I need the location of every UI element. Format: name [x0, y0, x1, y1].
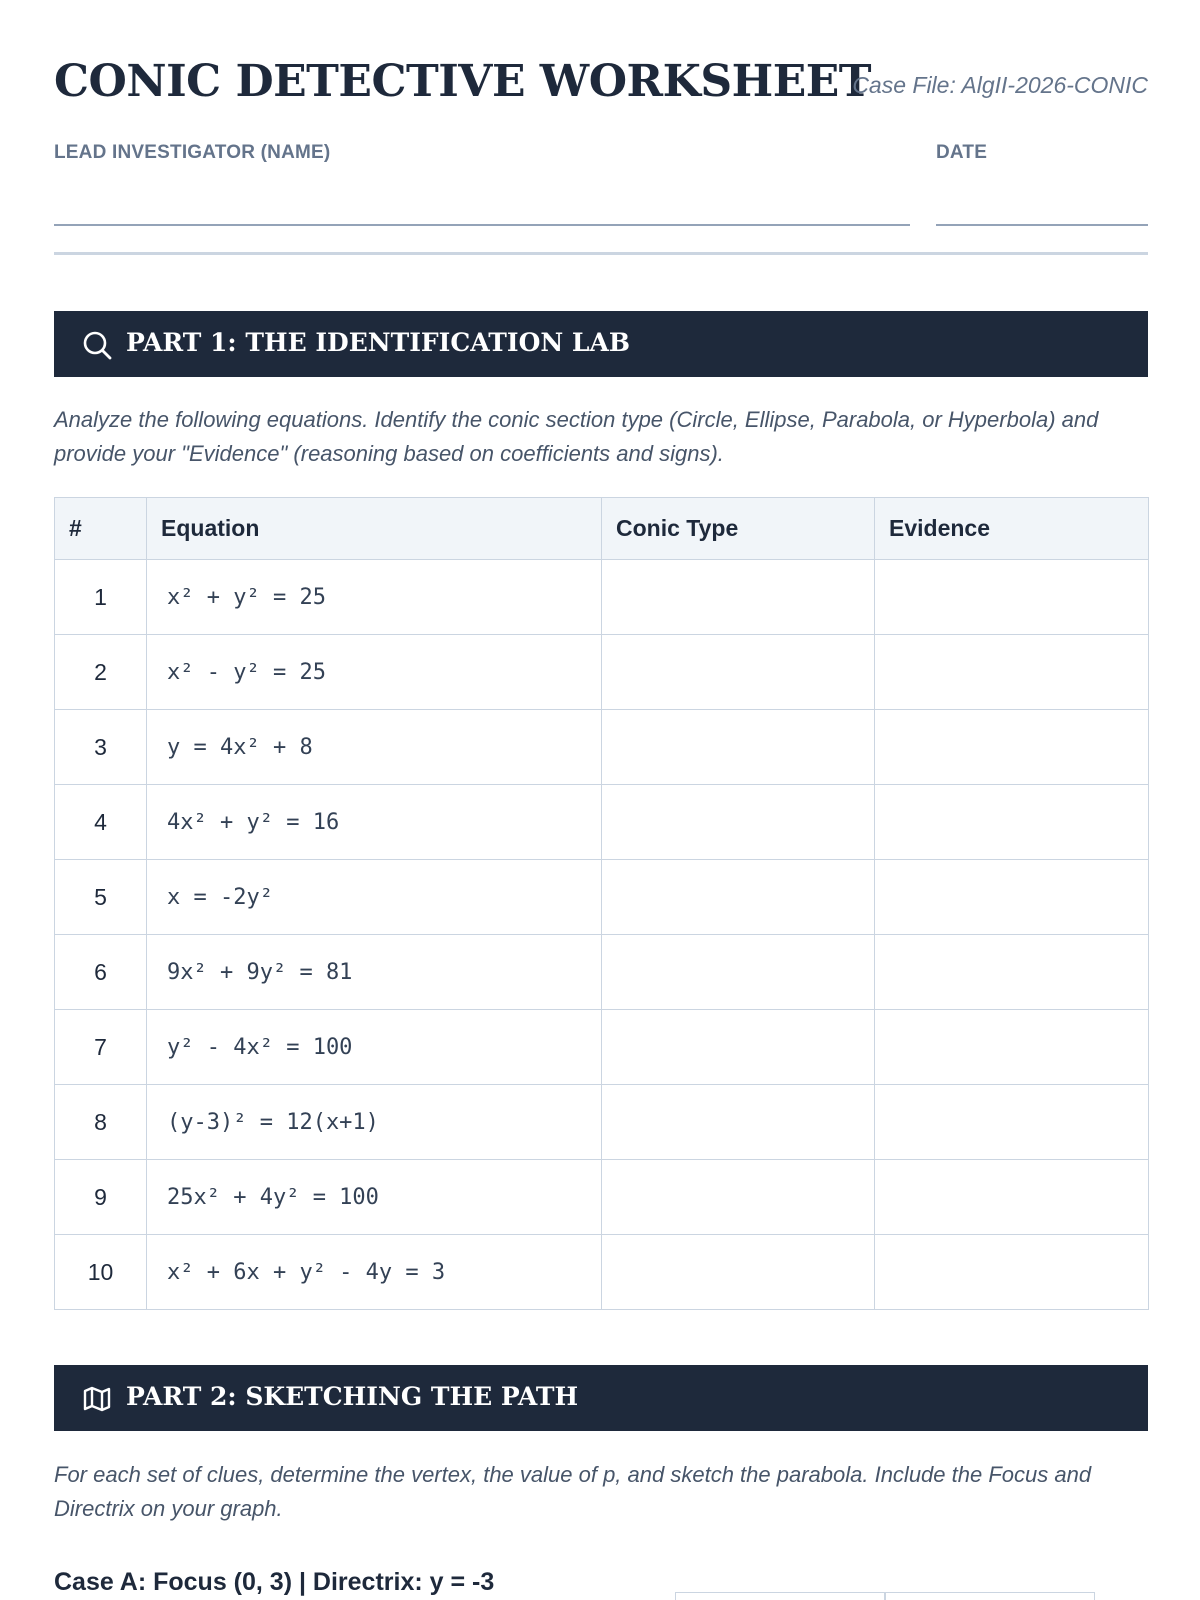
evidence-answer-cell[interactable] — [875, 785, 1149, 860]
evidence-answer-cell[interactable] — [875, 635, 1149, 710]
part1-title: PART 1: THE IDENTIFICATION LAB — [126, 328, 631, 357]
conic-type-answer-cell[interactable] — [602, 860, 875, 935]
row-number: 3 — [55, 710, 147, 785]
evidence-answer-cell[interactable] — [875, 1010, 1149, 1085]
equation-cell: 4x² + y² = 16 — [147, 785, 602, 860]
search-icon — [82, 330, 112, 360]
page-title: CONIC DETECTIVE WORKSHEET — [54, 56, 872, 107]
part2-header — [54, 1365, 1148, 1431]
column-header-number: # — [55, 498, 147, 560]
equation-cell: y = 4x² + 8 — [147, 710, 602, 785]
conic-type-answer-cell[interactable] — [602, 785, 875, 860]
equation-cell: y² - 4x² = 100 — [147, 1010, 602, 1085]
conic-type-answer-cell[interactable] — [602, 635, 875, 710]
row-number: 6 — [55, 935, 147, 1010]
table-row — [55, 860, 1149, 935]
evidence-answer-cell[interactable] — [875, 560, 1149, 635]
row-number: 9 — [55, 1160, 147, 1235]
graph-grid-box[interactable] — [675, 1592, 885, 1600]
table-row — [55, 635, 1149, 710]
table-row — [55, 1010, 1149, 1085]
part2-instructions: For each set of clues, determine the vertex, the value of p, and sketch the parabola. Include the Focus and Directrix on your graph. — [54, 1462, 1092, 1521]
row-number: 2 — [55, 635, 147, 710]
conic-type-answer-cell[interactable] — [602, 935, 875, 1010]
evidence-answer-cell[interactable] — [875, 860, 1149, 935]
equation-cell: x² + 6x + y² - 4y = 3 — [147, 1235, 602, 1310]
evidence-answer-cell[interactable] — [875, 1085, 1149, 1160]
equation-cell: x² + y² = 25 — [147, 560, 602, 635]
part2-title: PART 2: SKETCHING THE PATH — [126, 1382, 579, 1411]
conic-type-answer-cell[interactable] — [602, 1085, 875, 1160]
table-header-row — [55, 498, 1149, 560]
row-number: 4 — [55, 785, 147, 860]
equation-cell: x² - y² = 25 — [147, 635, 602, 710]
identification-table — [54, 497, 1149, 1310]
conic-type-answer-cell[interactable] — [602, 560, 875, 635]
header-divider — [54, 252, 1148, 255]
name-field-label: LEAD INVESTIGATOR (NAME) — [54, 142, 331, 163]
map-icon — [82, 1384, 112, 1414]
graph-grid-box[interactable] — [885, 1592, 1095, 1600]
equation-cell: x = -2y² — [147, 860, 602, 935]
table-row — [55, 710, 1149, 785]
evidence-answer-cell[interactable] — [875, 710, 1149, 785]
evidence-answer-cell[interactable] — [875, 935, 1149, 1010]
name-field-line[interactable] — [54, 224, 910, 226]
case-file-label: Case File: AlgII-2026-CONIC — [852, 72, 1148, 98]
conic-type-answer-cell[interactable] — [602, 1235, 875, 1310]
column-header-evidence: Evidence — [875, 498, 1149, 560]
conic-type-answer-cell[interactable] — [602, 1010, 875, 1085]
table-row — [55, 1160, 1149, 1235]
date-field-line[interactable] — [936, 224, 1148, 226]
row-number: 10 — [55, 1235, 147, 1310]
table-row — [55, 935, 1149, 1010]
part1-header — [54, 311, 1148, 377]
part1-instructions: Analyze the following equations. Identify the conic section type (Circle, Ellipse, Parabola, or Hyperbola) and provide your "Evidence" (reasoning based on coefficients and signs). — [54, 407, 1099, 466]
table-row — [55, 1085, 1149, 1160]
column-header-equation: Equation — [147, 498, 602, 560]
evidence-answer-cell[interactable] — [875, 1235, 1149, 1310]
case-a-heading: Case A: Focus (0, 3) | Directrix: y = -3 — [54, 1568, 495, 1596]
row-number: 1 — [55, 560, 147, 635]
row-number: 5 — [55, 860, 147, 935]
row-number: 8 — [55, 1085, 147, 1160]
conic-type-answer-cell[interactable] — [602, 1160, 875, 1235]
table-row — [55, 1235, 1149, 1310]
table-row — [55, 785, 1149, 860]
equation-cell: 25x² + 4y² = 100 — [147, 1160, 602, 1235]
date-field-label: DATE — [936, 142, 988, 163]
evidence-answer-cell[interactable] — [875, 1160, 1149, 1235]
conic-type-answer-cell[interactable] — [602, 710, 875, 785]
header — [54, 56, 1148, 116]
table-row — [55, 560, 1149, 635]
equation-cell: (y-3)² = 12(x+1) — [147, 1085, 602, 1160]
equation-cell: 9x² + 9y² = 81 — [147, 935, 602, 1010]
column-header-conic-type: Conic Type — [602, 498, 875, 560]
row-number: 7 — [55, 1010, 147, 1085]
